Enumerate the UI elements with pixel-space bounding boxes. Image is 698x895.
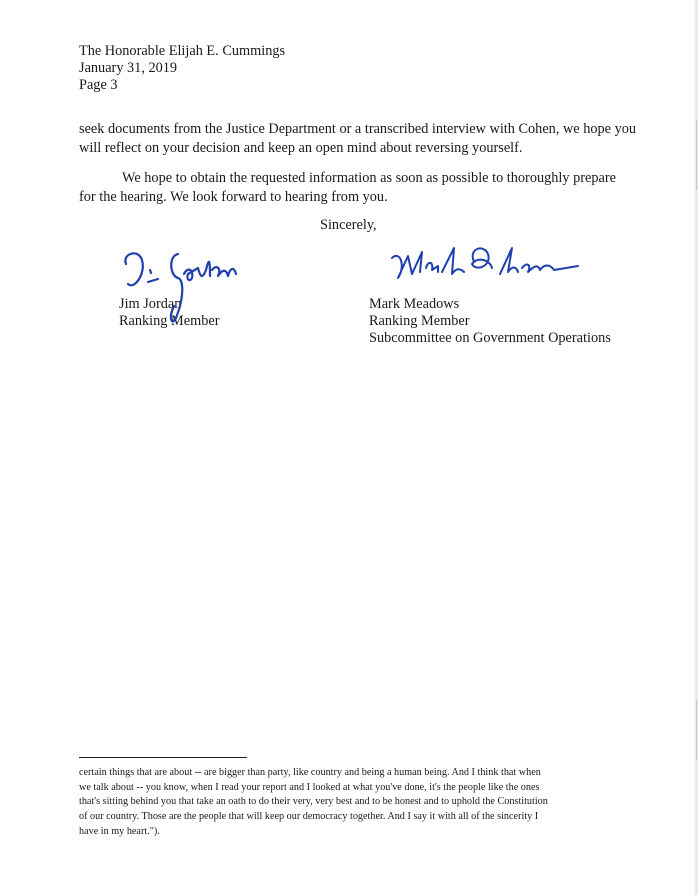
page-edge-mark: [696, 700, 697, 760]
paragraph-line: will reflect on your decision and keep an open mind about reversing yourself.: [79, 140, 523, 156]
paragraph-line: for the hearing. We look forward to hearing from you.: [79, 189, 388, 205]
footnote-line: we talk about -- you know, when I read your report and I looked at what you've done, it's the people like the ones: [79, 781, 540, 793]
signatory-subtitle: Subcommittee on Government Operations: [369, 330, 611, 346]
signatory-name: Jim Jordan: [119, 296, 182, 312]
page-edge-mark: [696, 120, 697, 190]
footnote-line: certain things that are about -- are bigger than party, like country and being a human being. And I think that when: [79, 767, 541, 778]
addressee: The Honorable Elijah E. Cummings: [79, 43, 286, 59]
paragraph-line: seek documents from the Justice Department or a transcribed interview with Cohen, we hope you: [79, 121, 637, 137]
footnote-rule: [79, 757, 247, 758]
signatory-title: Ranking Member: [119, 313, 220, 329]
letter-date: January 31, 2019: [79, 60, 178, 76]
signatory-name: Mark Meadows: [369, 296, 460, 312]
jordan-signature-image: [118, 246, 248, 328]
footnote-line: that's sitting behind you that take an oath to do their very, very best and to be honest and to uphold the Constitution: [79, 796, 548, 808]
meadows-signature-image: [388, 238, 588, 288]
closing-salutation: Sincerely,: [320, 217, 377, 233]
signatory-title: Ranking Member: [369, 313, 470, 329]
footnote-line: of our country. Those are the people that will keep our democracy together. And I say it with all of the sincerity I: [79, 811, 539, 823]
footnote-line: have in my heart.").: [79, 825, 160, 837]
page-number: Page 3: [79, 77, 118, 93]
footnote: [79, 766, 639, 840]
paragraph-line: We hope to obtain the requested information as soon as possible to thoroughly prepare: [122, 170, 616, 186]
